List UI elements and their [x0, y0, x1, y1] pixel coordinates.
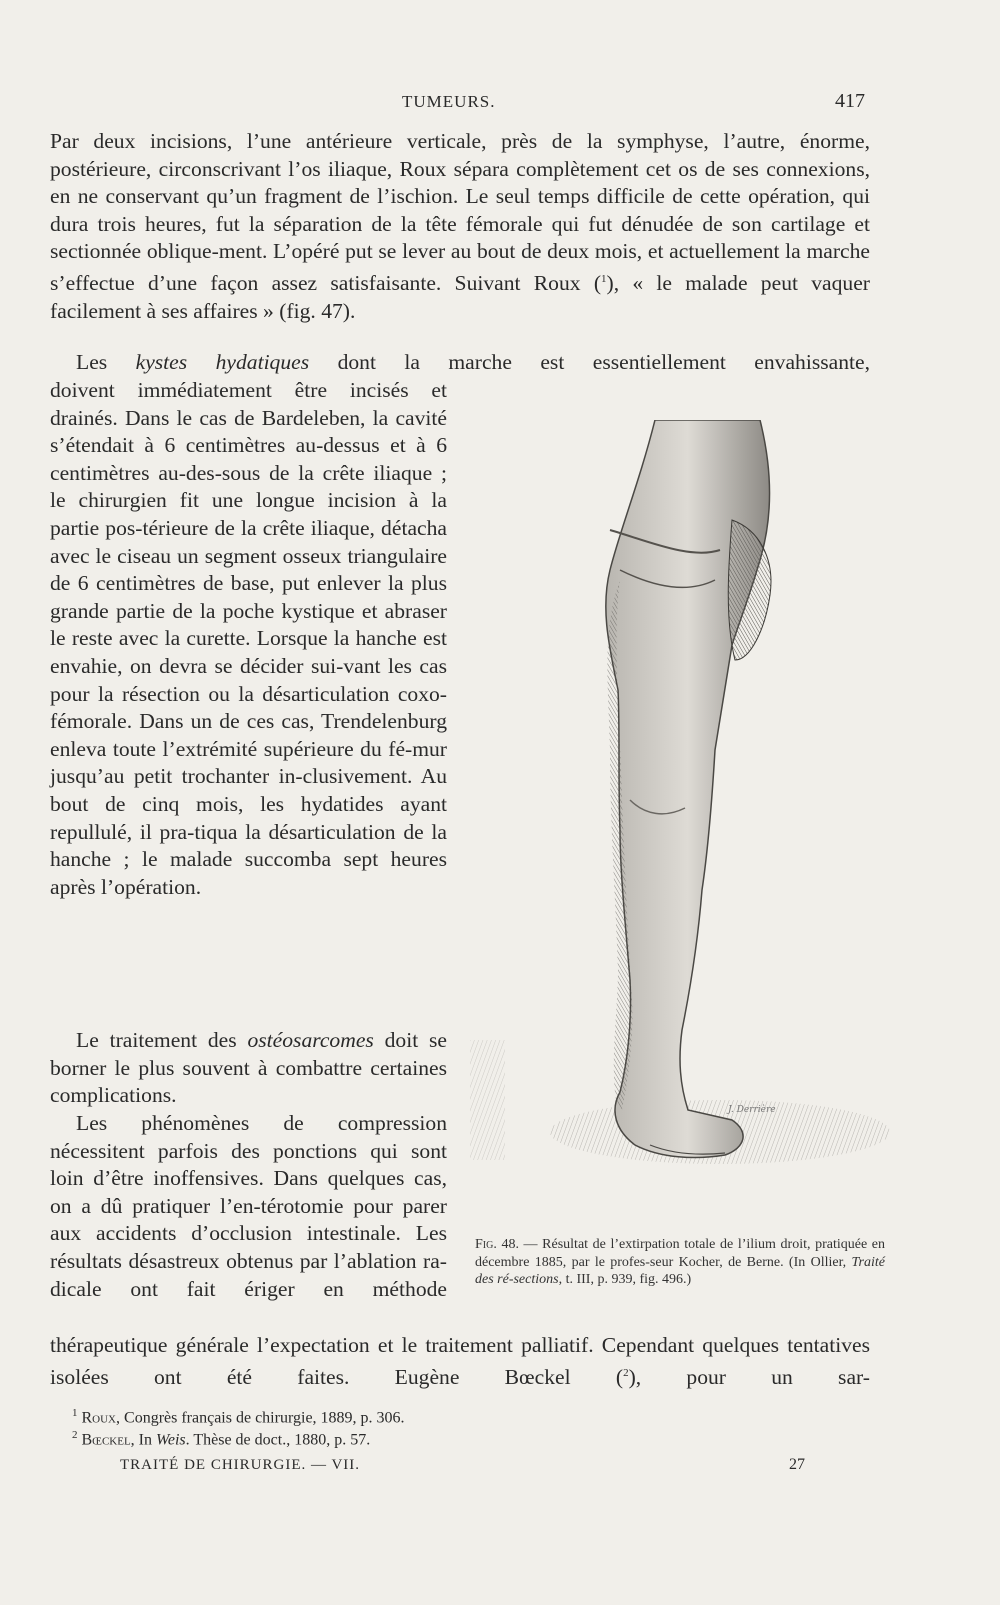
footnote-ref-1: 1	[601, 272, 607, 285]
page-number: 417	[835, 90, 865, 112]
paragraph-kystes-first-line: Les kystes hydatiques dont la marche est essentiellement envahissante,	[76, 350, 871, 374]
emphasis-osteosarcomes: ostéosarcomes	[247, 1028, 374, 1052]
figure-label: Fig. 48.	[475, 1237, 519, 1252]
paragraph-compression-narrow: Les phénomènes de compression nécessitent parfois des ponctions qui sont loin d’être inoffensives. Dans quelques cas, on a dû pratiquer l’en-térotomie pour parer aux accidents d’occlusion intestinale. Les résultats désastreux obtenus par l’ablation ra-dicale ont fait ériger en méthode	[50, 1111, 447, 1301]
paragraph-osteosarcomes: Le traitement des ostéosarcomes doit se borner le plus souvent à combattre certaines complications.	[50, 1028, 447, 1108]
emphasis-kystes: kystes hydatiques	[135, 350, 310, 374]
leg-illustration	[470, 420, 890, 1190]
paragraph-kystes-body: doivent immédiatement être incisés et drainés. Dans le cas de Bardeleben, la cavité s’étendait à 6 centimètres au-dessus et à 6 centimètres au-des-sous de la crête iliaque ; le chirurgien fit une longue incision à la partie pos-térieure de la crête iliaque, détacha avec le ciseau un segment osseux triangulaire de 6 centimètres de base, put enlever la plus grande partie de la poche kystique et abraser le reste avec la curette. Lorsque la hanche est envahie, on devra se décider sui-vant les cas pour la résection ou la désarticulation coxo-fémorale. Dans un de ces cas, Trendelenburg enleva toute l’extrémité supérieure du fé-mur jusqu’au petit trochanter in-clusivement. Au bout de cinq mois, les hydatides ayant repullulé, il pra-tiqua la désarticulation de la hanche ; le malade succomba sept heures après l’opération.	[50, 378, 447, 899]
footnote-2: $^2$ Bœckel, In Weis. Thèse de doct., 1880, p. 57.	[72, 1429, 371, 1449]
paragraph-roux: Par deux incisions, l’une antérieure verticale, près de la symphyse, l’autre, énorme, postérieure, circonscrivant l’os iliaque, Roux sépara complètement cet os de ses connexions, en ne conservant qu’un fragment de l’ischion. Le seul temps difficile de cette opération, qui dura trois heures, fut la séparation de la tête fémorale qui fut dénudée de son cartilage et sectionnée oblique-ment. L’opéré put se lever au bout de deux mois, et actuellement la marche s’effectue d’une façon assez satisfaisante. Suivant Roux ($^1$), « le malade peut vaquer facilement à ses affaires » (fig. 47).	[50, 129, 870, 323]
footnote-1: $^1$ Roux, Congrès français de chirurgie, 1889, p. 306.	[72, 1407, 405, 1427]
figure-leg-engraving	[470, 420, 890, 1190]
footnote-ref-2: 2	[623, 1366, 629, 1379]
engraver-signature: J. Derrière	[728, 1105, 776, 1115]
signature-line: TRAITÉ DE CHIRURGIE. — VII.	[120, 1457, 361, 1473]
running-head-title: TUMEURS.	[402, 92, 496, 111]
signature-number: 27	[789, 1456, 805, 1473]
figure-caption: Fig. 48. — Résultat de l’extirpation totale de l’ilium droit, pratiquée en décembre 1885, par le profes-seur Kocher, de Berne. (In Ollier, Traité des ré-sections, t. III, p. 939, fig. 496.)	[475, 1237, 885, 1287]
hatched-ground-left	[470, 1040, 505, 1160]
paragraph-compression-full: thérapeutique générale l’expectation et le traitement palliatif. Cependant quelques tentatives isolées ont été faites. Eugène Bœckel ($^2$), pour un sar-	[50, 1333, 870, 1389]
